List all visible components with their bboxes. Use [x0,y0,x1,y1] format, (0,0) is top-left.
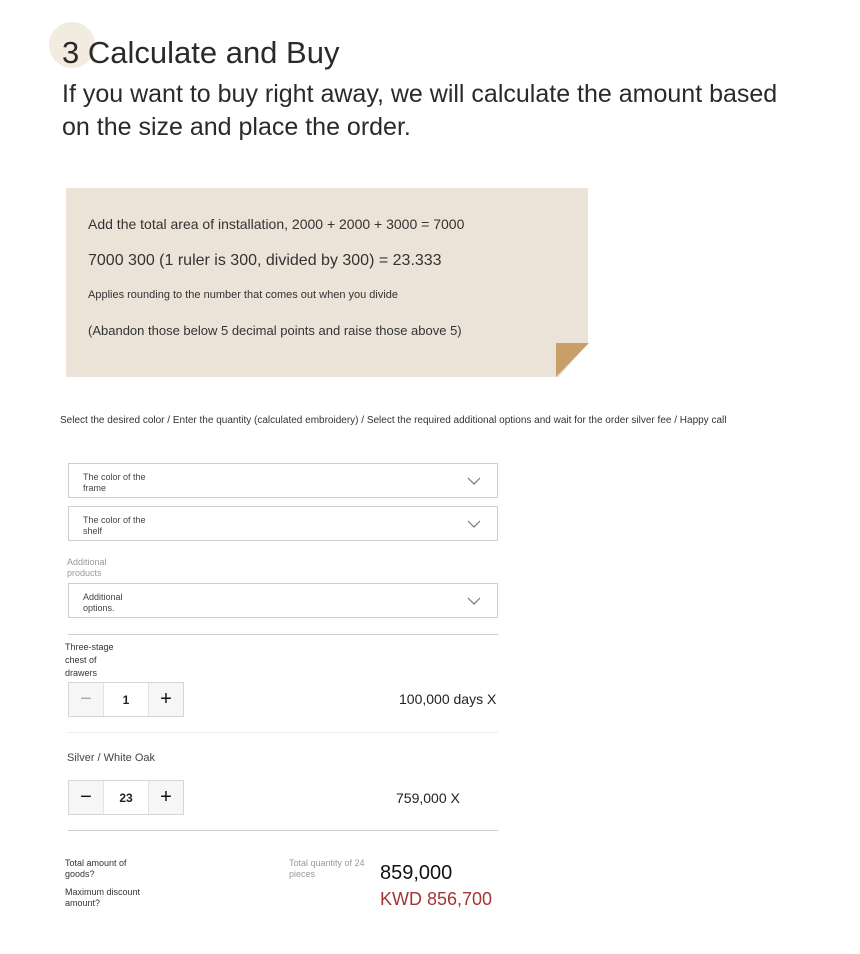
section-divider [68,634,498,635]
page-subtitle: If you want to buy right away, we will calculate the amount based on the size and place the order. [62,80,778,141]
note-line-division: 7000 300 (1 ruler is 300, divided by 300) = 23.333 [88,252,442,269]
total-quantity-label: Total quantity of 24 pieces [289,858,365,879]
increase-quantity-button[interactable]: + [149,781,183,814]
discount-amount: KWD 856,700 [380,889,493,909]
item-price-drawers: 100,000 days X [399,691,497,707]
item-price-oak: 759,000 X [396,790,460,806]
item-label-drawers: Three-stage chest of drawers [65,642,114,678]
item-label-silver-white-oak: Silver / White Oak [67,752,156,764]
note-line-rounding: Applies rounding to the number that comes out when you divide [88,289,399,301]
note-line-rounding-rule: (Abandon those below 5 decimal points and raise those above 5) [88,323,462,338]
additional-options-select[interactable] [68,583,498,618]
frame-color-label: The color of the frame [83,472,146,493]
max-discount-label: Maximum discount amount? [65,887,141,908]
decrease-quantity-button[interactable]: − [69,683,103,716]
quantity-stepper-oak [68,780,184,815]
item-divider [68,732,498,733]
quantity-value[interactable]: 1 [103,683,149,716]
shelf-color-label: The color of the shelf [83,515,146,536]
frame-color-select[interactable] [68,463,498,498]
chevron-down-icon [467,594,481,608]
additional-products-label: Additional products [67,557,107,578]
decrease-quantity-button[interactable]: − [69,781,103,814]
page-title: 3 Calculate and Buy [62,35,340,70]
note-line-total-area: Add the total area of installation, 2000 + 2000 + 3000 = 7000 [88,216,465,232]
additional-options-label: Additional options. [83,592,123,613]
chevron-down-icon [467,474,481,488]
summary-divider [68,830,498,831]
shelf-color-select[interactable] [68,506,498,541]
quantity-stepper-drawers [68,682,184,717]
total-amount: 859,000 [380,862,453,884]
order-instructions: Select the desired color / Enter the quantity (calculated embroidery) / Select the required additional options and wait for the order silver fee / Happy call [60,415,727,426]
total-goods-label: Total amount of goods? [65,858,127,879]
chevron-down-icon [467,517,481,531]
quantity-value[interactable]: 23 [103,781,149,814]
increase-quantity-button[interactable]: + [149,683,183,716]
